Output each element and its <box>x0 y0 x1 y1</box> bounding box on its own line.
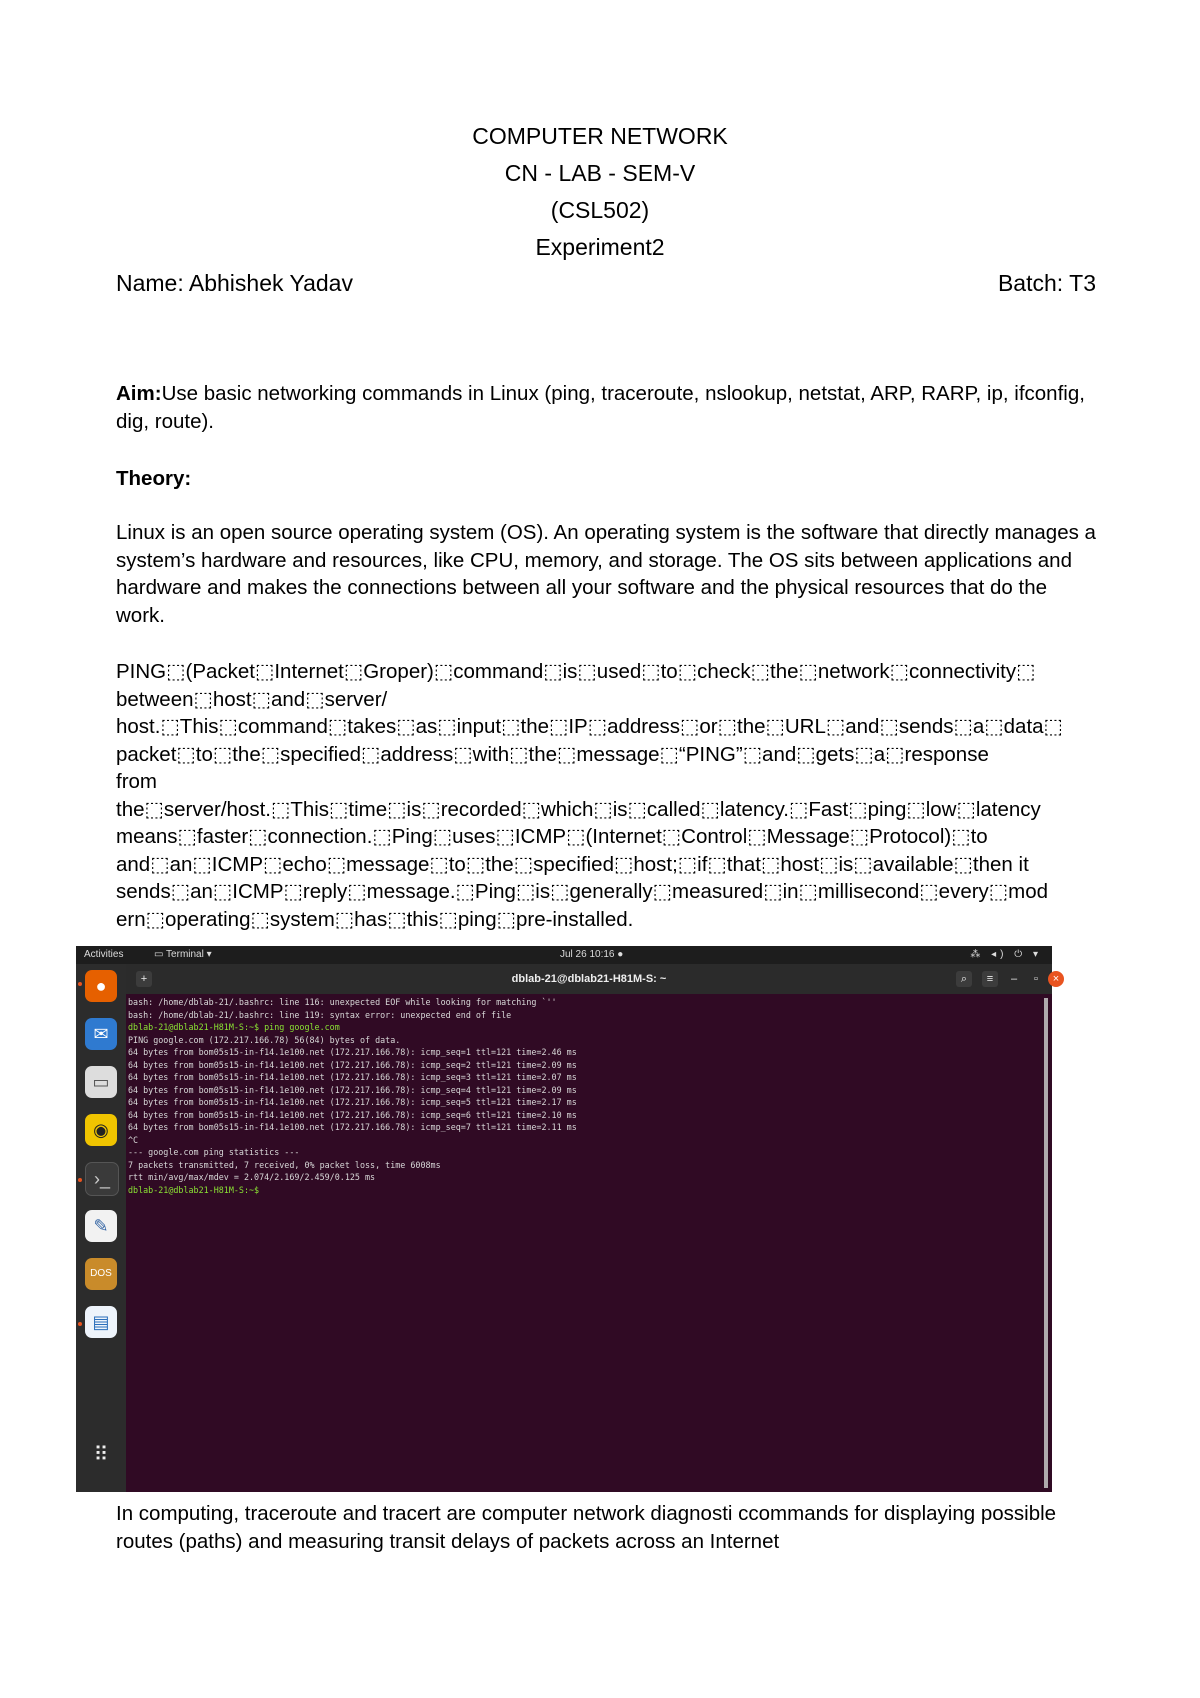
files-icon: ▭ <box>85 1066 117 1098</box>
terminal-line: 64 bytes from bom05s15-in-f14.1e100.net (172.217.166.78): icmp_seq=6 ttl=121 time=2.10 ms <box>128 1109 577 1120</box>
terminal-line: bash: /home/dblab-21/.bashrc: line 116: unexpected EOF while looking for matching `'' <box>128 997 557 1007</box>
terminal-screenshot <box>76 946 1060 1492</box>
dosbox-icon: DOS <box>85 1258 117 1290</box>
terminal-scrollbar <box>1044 998 1048 1488</box>
terminal-prompt-line: dblab-21@dblab21-H81M-S:~$ ping google.com <box>128 1022 340 1032</box>
document-header <box>0 118 1200 266</box>
aim-text: Use basic networking commands in Linux (ping, traceroute, nslookup, netstat, ARP, RARP, ip, ifconfig, dig, route). <box>116 382 1085 433</box>
system-tray-icons: ⁂ ◂) ⏻ ▾ <box>970 949 1042 960</box>
terminal-line: 64 bytes from bom05s15-in-f14.1e100.net (172.217.166.78): icmp_seq=7 ttl=121 time=2.11 ms <box>128 1122 577 1132</box>
theory-paragraph-ping: PING⬚(Packet⬚Internet⬚Groper)⬚command⬚is⬚used⬚to⬚check⬚the⬚network⬚connectivity⬚ between⬚host⬚and⬚server/ host.⬚This⬚command⬚takes⬚as⬚input⬚the⬚IP⬚address⬚or⬚the⬚URL⬚and⬚sends⬚a⬚data⬚ packet⬚to⬚the⬚specified⬚address⬚with⬚the⬚message⬚“PING”⬚and⬚gets⬚a⬚response from the⬚server/host.⬚This⬚time⬚is⬚recorded⬚which⬚is⬚called⬚latency.⬚Fast⬚ping⬚low⬚latency means⬚faster⬚connection.⬚Ping⬚uses⬚ICMP⬚(Internet⬚Control⬚Message⬚Protocol)⬚to and⬚an⬚ICMP⬚echo⬚message⬚to⬚the⬚specified⬚host;⬚if⬚that⬚host⬚is⬚available⬚then it sends⬚an⬚ICMP⬚reply⬚message.⬚Ping⬚is⬚generally⬚measured⬚in⬚millisecond⬚every⬚mod ern⬚operating⬚system⬚has⬚this⬚ping⬚pre-installed. <box>116 660 1063 931</box>
activities-label: Activities <box>84 949 124 960</box>
running-indicator <box>78 1322 82 1326</box>
ubuntu-dock <box>76 964 126 1492</box>
terminal-line: PING google.com (172.217.166.78) 56(84) bytes of data. <box>128 1034 401 1045</box>
student-name: Name: Abhishek Yadav <box>116 270 353 296</box>
terminal-menu-label: ▭ Terminal ▾ <box>154 949 212 960</box>
theory-heading: Theory: <box>116 467 192 490</box>
terminal-line: 64 bytes from bom05s15-in-f14.1e100.net (172.217.166.78): icmp_seq=1 ttl=121 time=2.46 ms <box>128 1047 577 1057</box>
show-apps-icon: ⠿ <box>93 1444 109 1466</box>
aim-label: Aim: <box>116 382 162 405</box>
terminal-icon: ›_ <box>85 1162 119 1196</box>
student-batch: Batch: T3 <box>997 270 1096 296</box>
libreoffice-writer-icon: ▤ <box>85 1306 117 1338</box>
terminal-line: rtt min/avg/max/mdev = 2.074/2.169/2.459/0.125 ms <box>128 1172 376 1182</box>
thunderbird-icon: ✉ <box>85 1018 117 1050</box>
course-title: COMPUTER NETWORK <box>472 123 728 149</box>
minimize-icon: – <box>1010 973 1018 985</box>
text-editor-icon: ✎ <box>85 1210 117 1242</box>
aim-paragraph <box>116 380 1096 435</box>
maximize-icon: ▫ <box>1034 973 1038 985</box>
running-indicator <box>78 982 82 986</box>
terminal-line: bash: /home/dblab-21/.bashrc: line 119: syntax error: unexpected end of file <box>128 1009 512 1020</box>
close-icon: × <box>1048 971 1064 987</box>
theory-paragraph-traceroute: In computing, traceroute and tracert are computer network diagnosti ccommands for displaying possible routes (paths) and measuring transit delays of packets across an Internet <box>116 1502 1057 1553</box>
new-tab-icon: + <box>136 971 152 987</box>
terminal-line: 64 bytes from bom05s15-in-f14.1e100.net (172.217.166.78): icmp_seq=3 ttl=121 time=2.07 ms <box>128 1072 577 1082</box>
firefox-icon: ● <box>85 970 117 1002</box>
course-code: (CSL502) <box>550 197 650 223</box>
desktop-topbar <box>76 946 1052 964</box>
terminal-line: 64 bytes from bom05s15-in-f14.1e100.net (172.217.166.78): icmp_seq=2 ttl=121 time=2.09 ms <box>128 1059 577 1070</box>
terminal-line: ^C <box>128 1134 139 1145</box>
terminal-line: --- google.com ping statistics --- <box>128 1147 300 1157</box>
experiment-title: Experiment2 <box>535 234 665 260</box>
terminal-prompt-line: dblab-21@dblab21-H81M-S:~$ <box>128 1184 260 1195</box>
terminal-window-title: dblab-21@dblab21-H81M-S: ~ <box>511 973 667 985</box>
rhythmbox-icon: ◉ <box>85 1114 117 1146</box>
terminal-line: 64 bytes from bom05s15-in-f14.1e100.net (172.217.166.78): icmp_seq=4 ttl=121 time=2.09 ms <box>128 1084 577 1095</box>
terminal-titlebar <box>126 964 1060 994</box>
theory-paragraph-linux: Linux is an open source operating system (OS). An operating system is the software that directly manages a system’s hardware and resources, like CPU, memory, and storage. The OS sits between applications and hardware and makes the connections between all your software and the physical resources that do the work. <box>116 521 1096 627</box>
terminal-line: 7 packets transmitted, 7 received, 0% packet loss, time 6008ms <box>128 1159 441 1170</box>
terminal-output <box>128 996 1028 1486</box>
terminal-small-icon: ▭ <box>154 949 167 960</box>
running-indicator <box>78 1178 82 1182</box>
search-icon: ⌕ <box>956 971 972 987</box>
clock-label: Jul 26 10:16 ● <box>560 949 624 960</box>
terminal-line: 64 bytes from bom05s15-in-f14.1e100.net (172.217.166.78): icmp_seq=5 ttl=121 time=2.17 ms <box>128 1097 577 1107</box>
menu-icon: ≡ <box>982 971 998 987</box>
lab-title: CN - LAB - SEM-V <box>504 160 696 186</box>
